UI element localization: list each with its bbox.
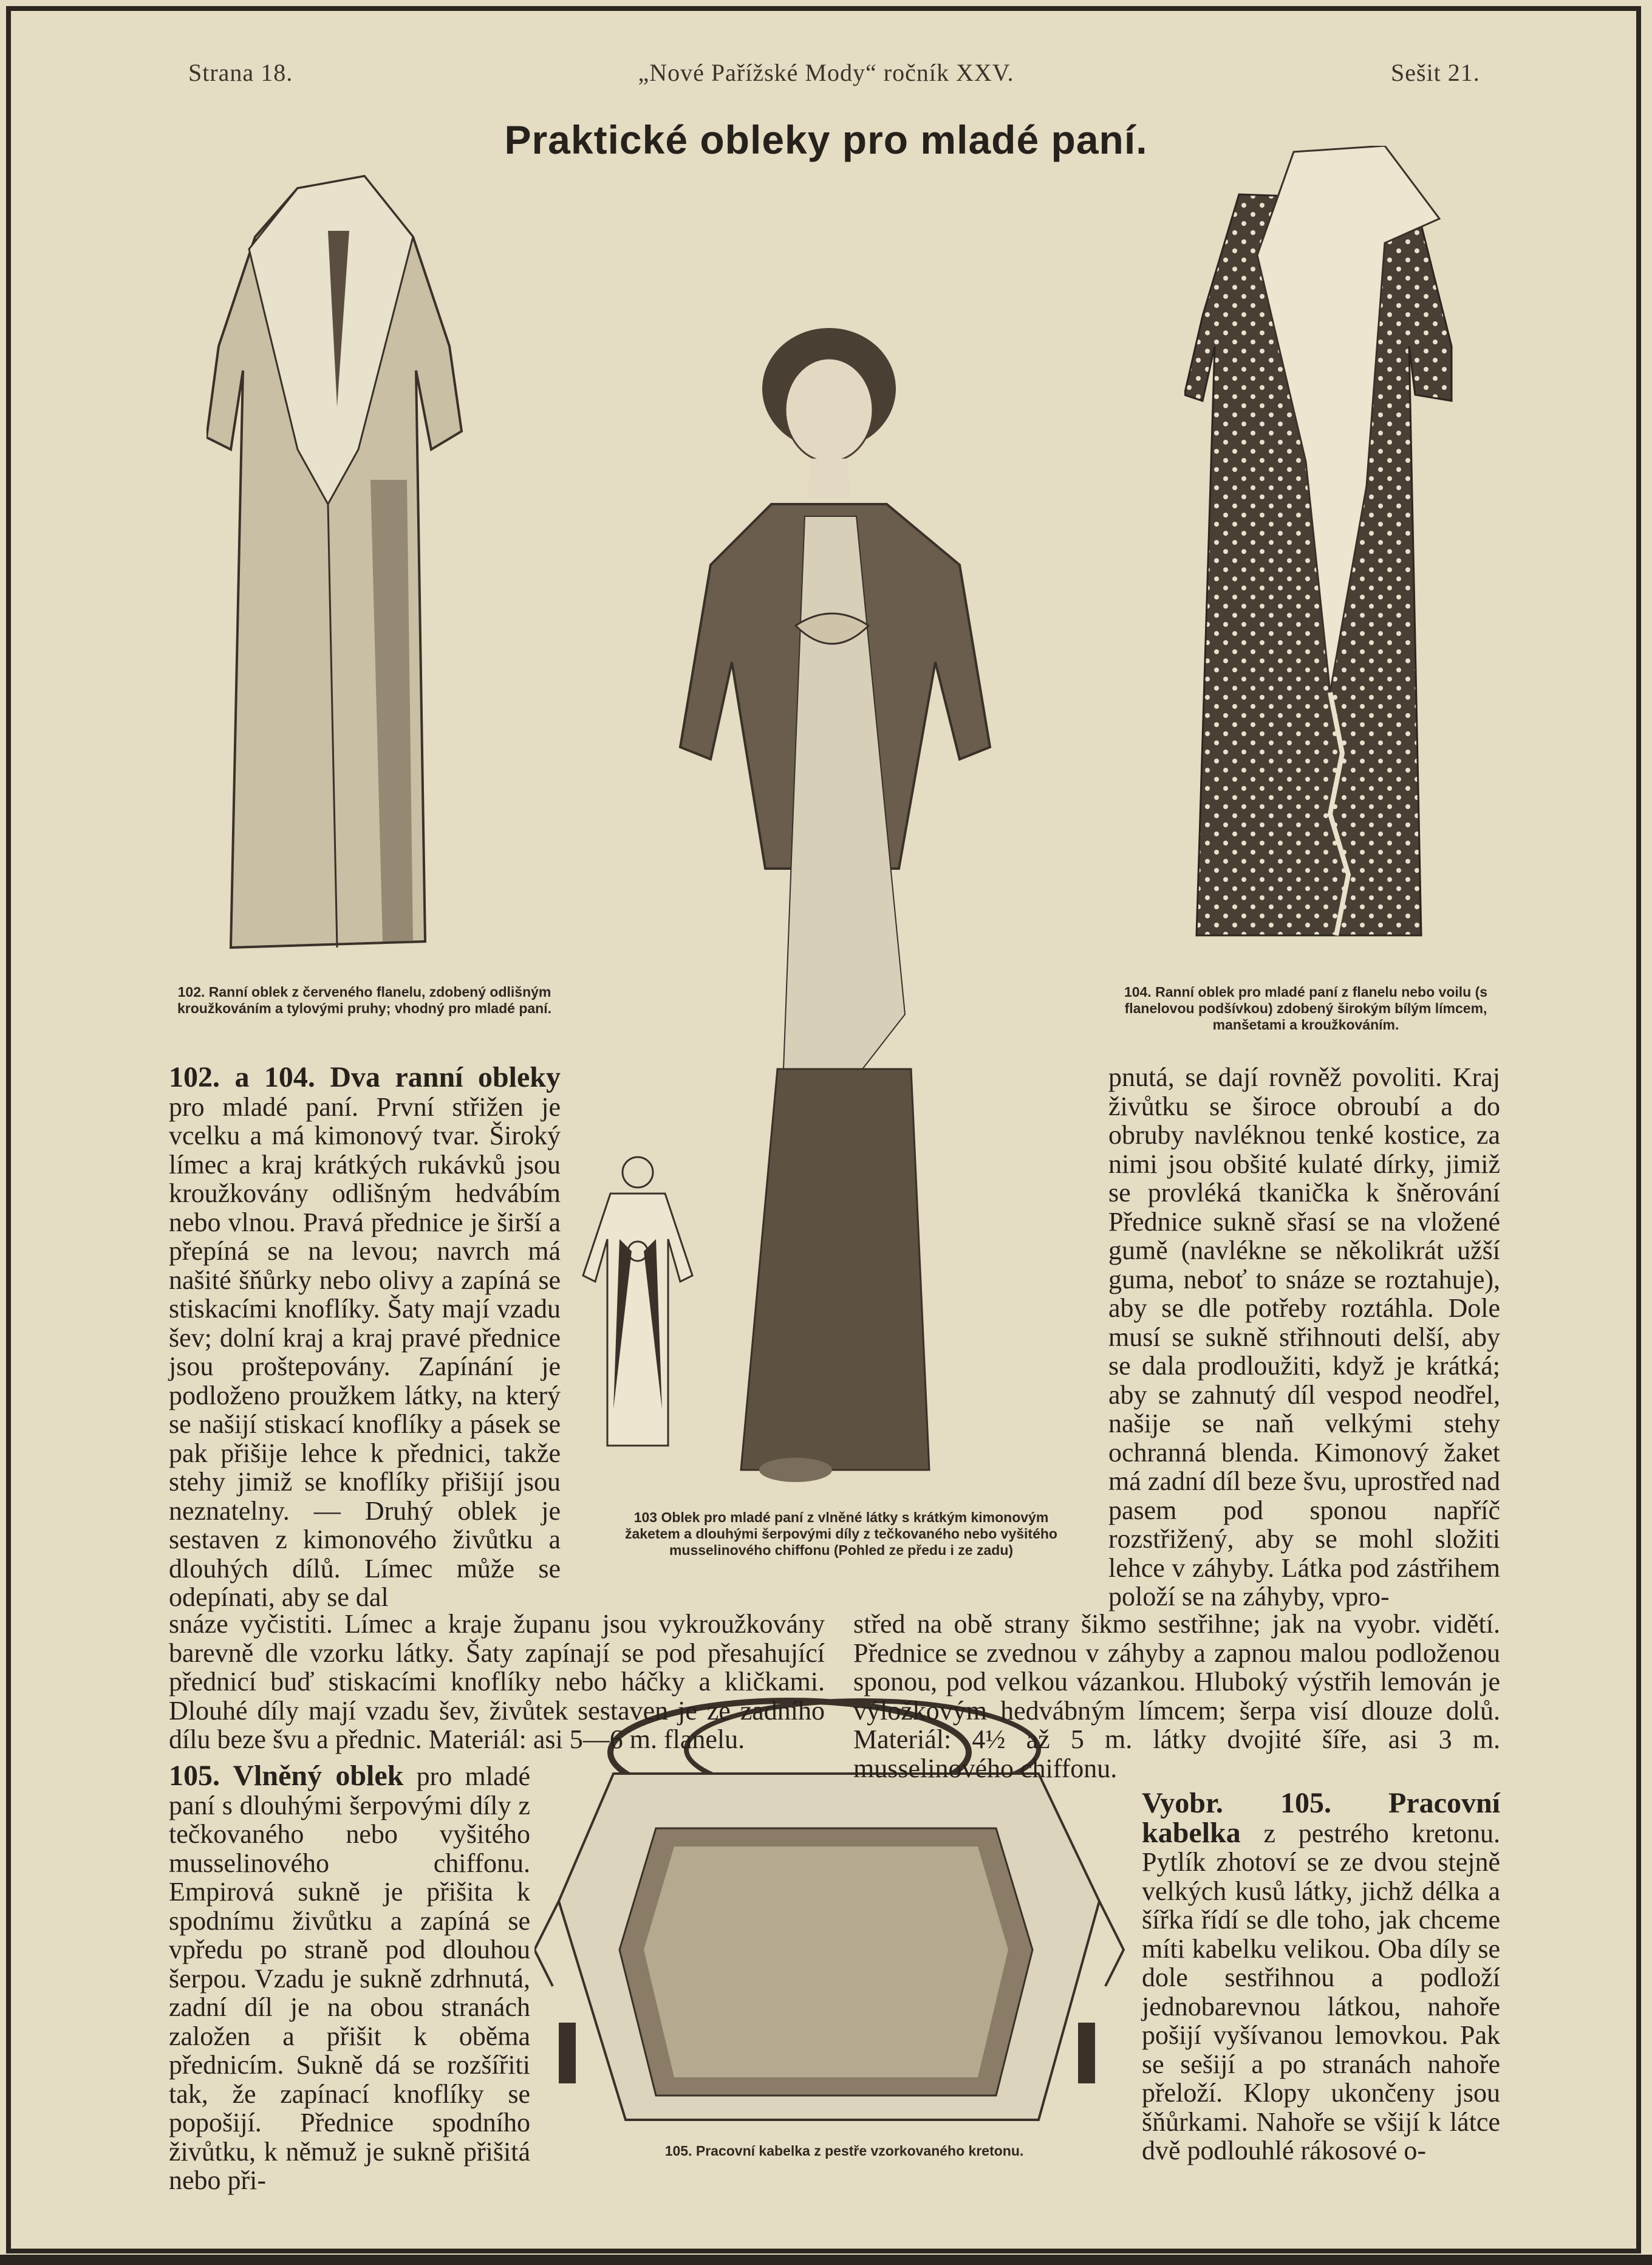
section-heading-105: 105. Vlněný oblek bbox=[169, 1760, 404, 1792]
left-column-wide-body: snáze vyčistiti. Límec a kraje županu jsou vykroužkovány barevně dle vzorku látky. Šaty zapínají se pod přesahující přednicí buď stiskacími knoflíky nebo háčky a kličkami. Dlouhé díly mají vzadu šev, živůtek sestaven je ze zadního dílu beze švu a přednic. Materiál: asi 5—6 m. flanelu. bbox=[169, 1609, 825, 1754]
left-column-105-body: pro mladé paní s dlouhými šerpovými díly z tečkovaného nebo vyšitého musselinového chiffonu. Empirová sukně je přišita k spodnímu živůtku a zapíná se vpředu po straně pod dlouhou šerpou. Vzadu je sukně zdrhnutá, zadní díl je na obou stranách založen a přišit k oběma přednicím. Sukně dá se rozšířiti tak, že zapínací knoflíky se popošijí. Přednice spodního živůtku, k němuž je sukně přišitá nebo při- bbox=[169, 1761, 530, 2195]
figure-103-dress-illustration bbox=[674, 322, 1002, 1488]
right-column-body: pnutá, se dají rovněž povoliti. Kraj živůtku se široce obroubí a do obruby navléknou tenké kostice, za nimi jsou obšité kulaté dírky, jimiž se provléká tkanička k šněrování Přednice sukně sřasí se na vložené gumě (navlékne se několikrát užší guma, neboť to snáze se roztahuje), aby se dle potřeby roztáhla. Dole musí se sukně střihnouti delší, aby se dala prodloužiti, když je krátká; aby se zahnutý díl vespod neodřel, našije se naň velkými stehy ochranná blenda. Kimonový žaket má zadní díl beze švu, uprostřed nad pasem pod sponou napříč rozstřižený, aby se mohl složiti lehce v záhyby. Látka pod zástřihem položí se na záhyby, vpro- bbox=[1108, 1062, 1500, 1611]
page-number: Strana 18. bbox=[188, 59, 293, 86]
caption-figure-104: 104. Ranní oblek pro mladé paní z flanelu nebo voilu (s flanelovou podšívkou) zdobený širokým bílým límcem, manšetami a kroužkováním. bbox=[1124, 984, 1488, 1033]
running-header bbox=[0, 58, 1652, 95]
figure-103-back-view-sketch bbox=[577, 1154, 705, 1458]
issue-number: Sešit 21. bbox=[1391, 59, 1480, 86]
left-column-text bbox=[169, 1063, 561, 1612]
caption-figure-105: 105. Pracovní kabelka z pestře vzorkovaného kretonu. bbox=[664, 2143, 1024, 2159]
right-column-wide-body: střed na obě strany šikmo sestřihne; jak na vyobr. vidětí. Přednice se zvednou v záhyby a zapnou malou podloženou sponou, pod velkou vázankou. Hluboký výstřih lemován je výložkovým hedvábným límcem; šerpa visí dlouze dolů. Materiál: 4½ až 5 m. látky dvojité šíře, asi 3 m. musselinového chiffonu. bbox=[853, 1609, 1500, 1783]
right-column-105-body: z pestrého kretonu. Pytlík zhotoví se ze dvou stejně velkých kusů látky, jichž délka a šířka řídí se dle toho, jak chceme míti kabelku velikou. Oba díly se dole sestřihnou a podloží jednobarevnou látkou, nahoře pošijí vyšívanou lemovkou. Pak se sešijí a po stranách nahoře přeloží. Klopy ukončeny jsou šňůrkami. Nahoře se všijí k látce dvě podlouhlé rákosové o- bbox=[1142, 1818, 1501, 2165]
caption-figure-102: 102. Ranní oblek z červeného flanelu, zdobený odlišným kroužkováním a tylovými pruhy; vhodný pro mladé paní. bbox=[177, 984, 551, 1016]
page-bottom-margin bbox=[0, 2255, 1652, 2265]
figure-104-robe-illustration bbox=[1184, 146, 1464, 948]
left-column-105-text bbox=[169, 1761, 530, 2195]
right-column-text bbox=[1108, 1063, 1500, 1611]
right-column-wide-text bbox=[853, 1610, 1500, 1783]
caption-figure-103: 103 Oblek pro mladé paní z vlněné látky s krátkým kimonovým žaketem a dlouhými šerpovými díly z tečkovaného nebo vyšitého musselinového chiffonu (Pohled ze předu i ze zadu) bbox=[625, 1509, 1057, 1558]
section-heading-102-104: 102. a 104. Dva ranní obleky bbox=[169, 1061, 561, 1093]
left-column-body: pro mladé paní. První střižen je vcelku a má kimonový tvar. Široký límec a kraj krátkých rukávků jsou kroužkovány odlišným hedvábím nebo vlnou. Pravá přednice je širší a přepíná se na levou; navrch má našité šňůrky nebo olivy a zapíná se stiskacími knoflíky. Šaty mají vzadu šev; dolní kraj a kraj pravé přednice jsou proštepovány. Zapínání je podloženo proužkem látky, na který se našijí stiskací knoflíky a pásek se pak přišije lehce k přednici, takže stehy jimiž se knoflíky přišijí jsou neznatelny. — Druhý oblek je sestaven z kimonového živůtku a dlouhých dílů. Límec může se odepínati, aby se dal bbox=[169, 1092, 561, 1612]
right-column-105-text bbox=[1142, 1789, 1500, 2165]
page-title: Praktické obleky pro mladé paní. bbox=[504, 117, 1148, 162]
section-heading-105-bag: Vyobr. 105. Pracovní kabelka bbox=[1142, 1787, 1500, 1849]
magazine-title: „Nové Pařížské Mody“ ročník XXV. bbox=[638, 59, 1014, 86]
left-column-wide-text bbox=[169, 1610, 825, 1754]
figure-102-robe-illustration bbox=[206, 164, 468, 954]
